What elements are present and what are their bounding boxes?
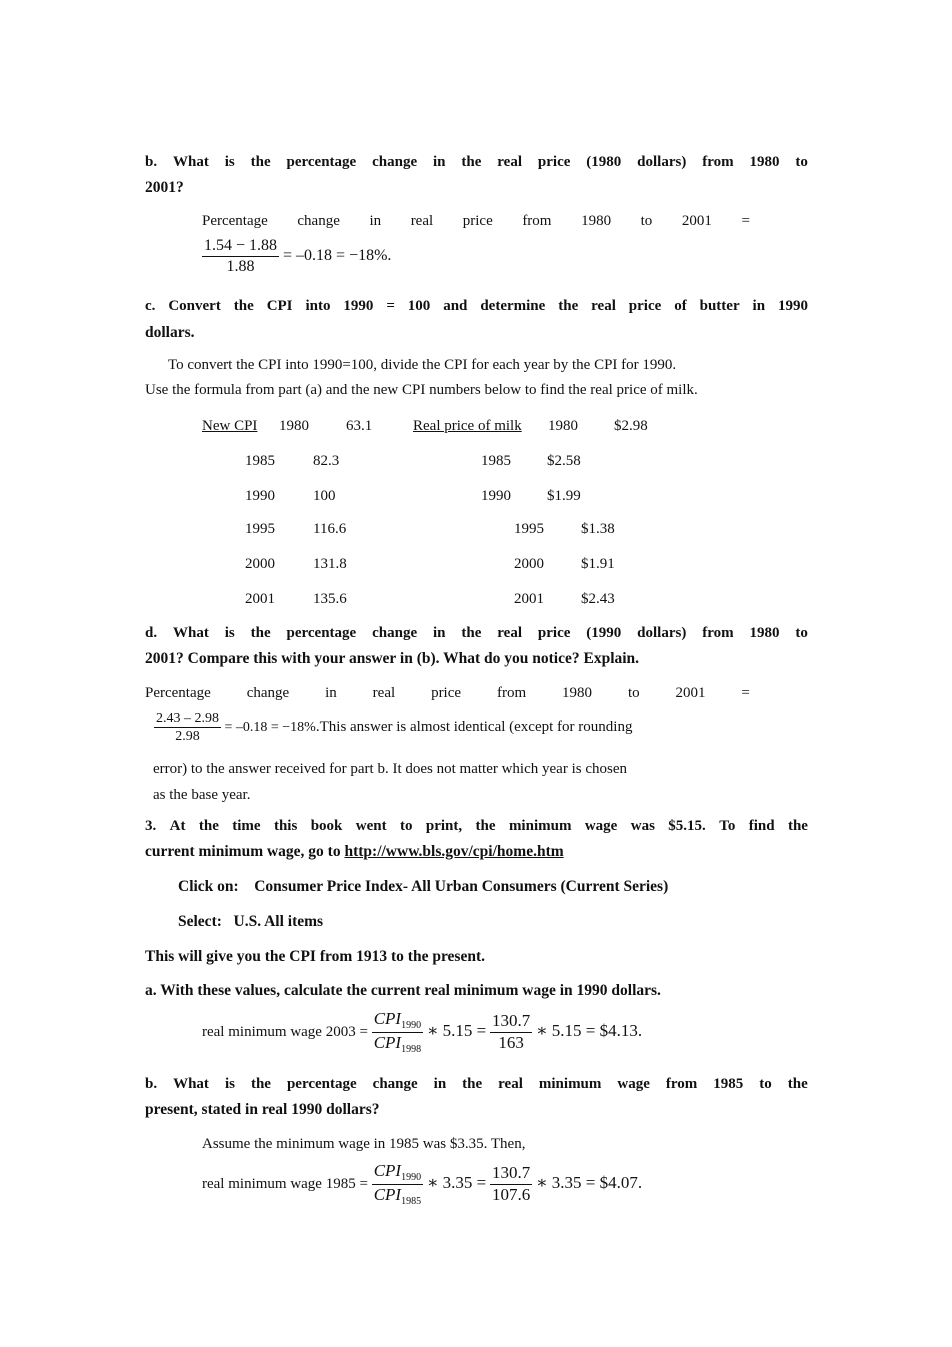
word: the <box>461 625 482 641</box>
numerator: 1.54 − 1.88 <box>202 237 279 257</box>
word: Percentage <box>202 213 268 229</box>
question-d-line2: 2001? Compare this with your answer in (b). What do you notice? Explain. <box>145 650 640 667</box>
milk-year: 2001 <box>514 591 544 607</box>
word: wage <box>584 818 618 834</box>
cpi-intro: This will give you the CPI from 1913 to the present. <box>145 948 485 965</box>
word: from <box>702 625 734 641</box>
numerator: 2.43 – 2.98 <box>154 711 221 728</box>
word: the <box>787 818 808 834</box>
formula-result: = –0.18 = −18%. <box>283 246 392 264</box>
word: percentage <box>286 1076 357 1092</box>
answer-d-words <box>145 685 750 702</box>
select-instruction <box>178 913 323 931</box>
word: and <box>443 298 468 314</box>
word: book <box>310 818 343 834</box>
question-b1-line1 <box>145 154 808 171</box>
word: 1980 <box>562 685 593 701</box>
value-fraction <box>490 1164 532 1204</box>
word: change <box>297 213 340 229</box>
word: the <box>250 154 271 170</box>
word: in <box>433 625 446 641</box>
word: time <box>232 818 261 834</box>
formula-lhs: real minimum wage 1985 = <box>202 1175 368 1192</box>
word: in <box>752 298 766 314</box>
formula-3b <box>202 1162 642 1207</box>
word: 100 <box>407 298 431 314</box>
question-text: current minimum wage, go to <box>145 843 345 860</box>
formula-result: = –0.18 = −18% <box>224 720 316 736</box>
word: the <box>198 818 219 834</box>
word: of <box>674 298 687 314</box>
word: 1980 <box>581 213 612 229</box>
question-3a: a. With these values, calculate the current real minimum wage in 1990 dollars. <box>145 982 661 999</box>
milk-price: $1.99 <box>547 488 581 504</box>
word: What <box>173 1076 209 1092</box>
word: change <box>372 154 418 170</box>
cpi-value: 116.6 <box>313 521 347 537</box>
cpi-year: 1980 <box>279 418 309 434</box>
word: real <box>591 298 616 314</box>
word: determine <box>480 298 546 314</box>
question-3b-line2: present, stated in real 1990 dollars? <box>145 1101 380 1118</box>
word: to <box>400 818 413 834</box>
text-d-line2: error) to the answer received for part b. It does not matter which year is chosen <box>153 761 627 777</box>
assume-text: Assume the minimum wage in 1985 was $3.35. Then, <box>202 1136 526 1152</box>
word: the <box>558 298 579 314</box>
click-on-value: Consumer Price Index- All Urban Consumers (Current Series) <box>254 878 669 895</box>
denominator: 2.98 <box>175 729 200 745</box>
word: CPI <box>266 298 293 314</box>
milk-price: $2.43 <box>581 591 615 607</box>
cpi-year: 2001 <box>245 591 275 607</box>
word: 3. <box>145 818 157 834</box>
subscript: 1990 <box>401 1172 422 1183</box>
word: the <box>233 298 254 314</box>
word: real <box>410 213 434 229</box>
formula-result: ∗ 3.35 = $4.07. <box>535 1172 643 1192</box>
cpi-year: 1990 <box>245 488 275 504</box>
milk-price: $1.38 <box>581 521 615 537</box>
numerator: 130.7 <box>490 1164 532 1185</box>
click-on-instruction <box>178 878 668 896</box>
word: real <box>498 1076 523 1092</box>
word: What <box>172 154 209 170</box>
word: the <box>461 154 482 170</box>
question-3b-line1 <box>145 1076 808 1093</box>
select-label: Select: <box>178 913 222 930</box>
multiplier: ∗ 5.15 = <box>426 1020 487 1040</box>
click-on-label: Click on: <box>178 878 239 895</box>
fraction <box>202 237 279 275</box>
subscript: 1998 <box>401 1044 422 1055</box>
milk-year: 1985 <box>481 453 511 469</box>
cpi-fraction <box>372 1162 423 1207</box>
word: this <box>273 818 298 834</box>
word: minimum <box>508 818 572 834</box>
word: was <box>630 818 655 834</box>
cpi-symbol: CPI <box>373 1033 402 1052</box>
formula-result: ∗ 5.15 = $4.13. <box>535 1020 643 1040</box>
subscript: 1990 <box>401 1020 422 1031</box>
word: 1985 <box>713 1076 744 1092</box>
word: butter <box>699 298 740 314</box>
word: minimum <box>538 1076 602 1092</box>
milk-year: 2000 <box>514 556 544 572</box>
word: from <box>522 213 552 229</box>
word: 1980 <box>749 625 780 641</box>
milk-price: $2.58 <box>547 453 581 469</box>
word: dollars) <box>637 625 687 641</box>
word: the <box>787 1076 808 1092</box>
word: price <box>537 625 571 641</box>
word: change <box>246 685 290 701</box>
question-c-line2: dollars. <box>145 324 195 341</box>
cpi-value: 100 <box>313 488 336 504</box>
answer-b1-words <box>202 213 750 230</box>
word: in <box>433 154 446 170</box>
word: real <box>372 685 396 701</box>
word: 2001 <box>675 685 706 701</box>
cpi-symbol: CPI <box>373 1161 402 1180</box>
word: (1990 <box>586 625 622 641</box>
milk-price: $1.91 <box>581 556 615 572</box>
word: the <box>475 818 496 834</box>
word: change <box>372 1076 418 1092</box>
word: = <box>741 685 750 701</box>
denominator: 107.6 <box>491 1185 531 1204</box>
cpi-fraction <box>372 1010 423 1055</box>
word: from <box>702 154 734 170</box>
formula-lhs: real minimum wage 2003 = <box>202 1023 368 1040</box>
word: the <box>250 1076 271 1092</box>
question-c-line1 <box>145 298 808 315</box>
word: To <box>719 818 736 834</box>
word: print, <box>425 818 463 834</box>
milk-year: 1980 <box>548 418 578 434</box>
milk-header: Real price of milk <box>413 418 522 434</box>
word: price <box>537 154 571 170</box>
milk-year: 1995 <box>514 521 544 537</box>
text-c-line2: Use the formula from part (a) and the new CPI numbers below to find the real price of milk. <box>145 382 698 398</box>
denominator <box>372 1033 423 1055</box>
word: in <box>433 1076 447 1092</box>
formula-d <box>154 711 632 745</box>
fraction <box>154 711 221 745</box>
word: to <box>795 625 808 641</box>
word: b. <box>145 154 158 170</box>
word: Percentage <box>145 685 211 701</box>
word: price <box>431 685 462 701</box>
word: real <box>497 625 523 641</box>
word: into <box>305 298 331 314</box>
multiplier: ∗ 3.35 = <box>426 1172 487 1192</box>
word: dollars) <box>637 154 687 170</box>
word: (1980 <box>586 154 622 170</box>
word: Convert <box>168 298 221 314</box>
cpi-value: 131.8 <box>313 556 347 572</box>
word: to <box>627 685 640 701</box>
milk-year: 1990 <box>481 488 511 504</box>
numerator <box>372 1162 423 1185</box>
word: = <box>741 213 750 229</box>
formula-tail-text: .This answer is almost identical (except for rounding <box>315 719 633 736</box>
word: What <box>172 625 209 641</box>
question-3-line2 <box>145 843 564 861</box>
word: to <box>759 1076 772 1092</box>
question-b1-line2: 2001? <box>145 179 184 196</box>
word: = <box>386 298 395 314</box>
word: went <box>355 818 387 834</box>
bls-cpi-link[interactable]: http://www.bls.gov/cpi/home.htm <box>344 843 564 860</box>
word: real <box>497 154 523 170</box>
cpi-value: 63.1 <box>346 418 373 434</box>
word: is <box>224 154 235 170</box>
word: the <box>250 625 271 641</box>
value-fraction <box>490 1012 532 1052</box>
cpi-header: New CPI <box>202 418 258 434</box>
word: d. <box>145 625 158 641</box>
word: to <box>795 154 808 170</box>
denominator: 1.88 <box>226 257 255 275</box>
numerator <box>372 1010 423 1033</box>
word: find <box>748 818 775 834</box>
numerator: 130.7 <box>490 1012 532 1033</box>
word: from <box>665 1076 698 1092</box>
word: 1990 <box>343 298 374 314</box>
word: b. <box>145 1076 158 1092</box>
word: 1980 <box>749 154 780 170</box>
word: percentage <box>286 625 357 641</box>
cpi-year: 2000 <box>245 556 275 572</box>
denominator: 163 <box>498 1033 524 1052</box>
word: from <box>496 685 527 701</box>
formula-b1 <box>202 237 391 275</box>
word: in <box>325 685 337 701</box>
word: percentage <box>286 154 357 170</box>
text-c-line1: To convert the CPI into 1990=100, divide the CPI for each year by the CPI for 1990. <box>168 357 677 373</box>
word: wage <box>617 1076 650 1092</box>
cpi-year: 1985 <box>245 453 275 469</box>
word: is <box>224 625 235 641</box>
word: c. <box>145 298 156 314</box>
cpi-symbol: CPI <box>373 1009 402 1028</box>
denominator <box>372 1185 423 1207</box>
word: is <box>224 1076 235 1092</box>
select-value: U.S. All items <box>233 913 324 930</box>
text-d-line3: as the base year. <box>153 787 251 803</box>
cpi-symbol: CPI <box>373 1185 402 1204</box>
word: 1990 <box>777 298 808 314</box>
word: 2001 <box>681 213 712 229</box>
cpi-value: 82.3 <box>313 453 340 469</box>
question-d-line1 <box>145 625 808 642</box>
word: change <box>372 625 418 641</box>
word: in <box>369 213 382 229</box>
cpi-value: 135.6 <box>313 591 347 607</box>
subscript: 1985 <box>401 1196 422 1207</box>
question-3-line1 <box>145 818 808 835</box>
word: $5.15. <box>668 818 706 834</box>
word: the <box>462 1076 483 1092</box>
word: At <box>169 818 186 834</box>
formula-3a <box>202 1010 642 1055</box>
word: price <box>628 298 662 314</box>
word: price <box>462 213 493 229</box>
word: to <box>640 213 653 229</box>
milk-price: $2.98 <box>614 418 648 434</box>
cpi-year: 1995 <box>245 521 275 537</box>
